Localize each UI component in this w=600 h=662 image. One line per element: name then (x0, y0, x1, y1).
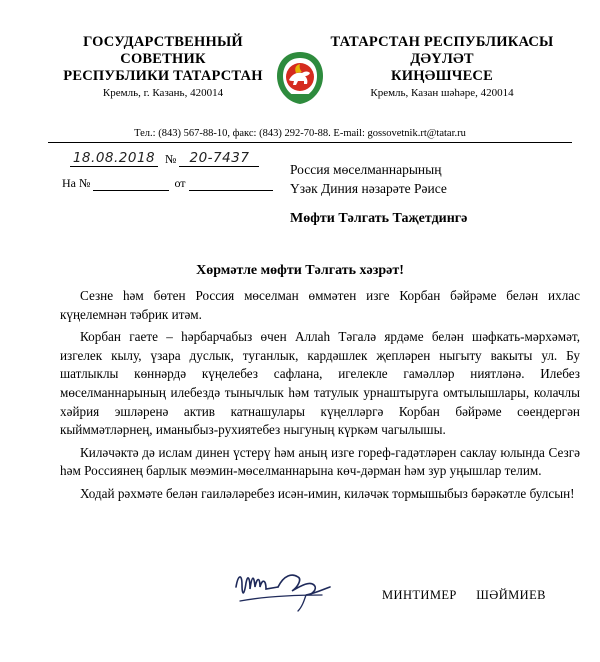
registration-date-row (70, 150, 259, 167)
in-reply-row (62, 176, 273, 191)
in-reply-label: На № (62, 176, 91, 190)
header-divider (48, 142, 572, 143)
registration-date: 18.08.2018 (70, 150, 158, 167)
org-address-tt: Кремль, Казан шәһәре, 420014 (370, 87, 514, 99)
org-address-ru: Кремль, г. Казань, 420014 (102, 87, 224, 99)
header-left-org (48, 34, 278, 99)
header-right-org (322, 34, 562, 99)
addressee-line2: Үзәк Диния нәзарәте Рәисе (290, 181, 447, 196)
addressee-block (290, 160, 447, 198)
from-label: от (174, 176, 186, 190)
handwritten-signature (232, 565, 350, 613)
in-reply-date-line (189, 177, 273, 191)
recipient-name: Мөфти Тәлгать Таҗетдингә (290, 211, 468, 226)
org-name-ru-line1: ГОСУДАРСТВЕННЫЙ (83, 34, 243, 50)
paragraph-2: Корбан гаете – һәрбарчабыз өчен Аллаһ Тәгалә ярдәме белән шәфкать-мәрхәмәт, изгелек кылу, үзара дуслык, туганлык, кардәшлек җепләрен ныгыту вакыты ул. Бу шатлыклы көннәрдә күңелебез сафлана, игелекле гамәлләр ниятләнә. Илебез мөселманнарының илебездә тынычлык һәм татулык урнаштыруга омтылышлары, колачлы хәйрия эшләренә актив катнашулары күңелләргә Корбан бәйрәме сөендергән кыйммәтләрнең, иманыбыз-рухиятебез ныгуның күркәм чагылышы. (60, 329, 580, 438)
salutation: Хөрмәтле мөфти Тәлгать хәзрәт! (196, 263, 404, 278)
registration-number: 20-7437 (179, 150, 259, 167)
org-name-ru-line2: СОВЕТНИК (120, 51, 206, 67)
contact-info: Тел.: (843) 567-88-10, факс: (843) 292-70-88. E-mail: gossovetnik.rt@tatar.ru (134, 128, 466, 139)
org-name-tt-line2: ДӘҮЛӘТ (410, 51, 474, 67)
org-name-tt-line3: КИҢӘШЧЕСЕ (391, 68, 493, 84)
number-sign: № (165, 152, 177, 166)
paragraph-3: Киләчәктә дә ислам динен үстерү һәм аның изге гореф-гадәтләрен саклау юлында Сезгә һәм Россиянең барлык мөэмин-мөселманнарына көч-дәрман һәм зур уңышлар телим. (60, 444, 580, 479)
letter-body (60, 287, 580, 508)
tatarstan-emblem-icon (274, 50, 326, 106)
org-name-ru-line3: РЕСПУБЛИКИ ТАТАРСТАН (63, 68, 263, 84)
paragraph-1: Сезне һәм бөтен Россия мөселман өммәтен изге Корбан бәйрәме белән ихлас күңелемнән тәбрик итәм. (60, 288, 580, 322)
org-name-tt-line1: ТАТАРСТАН РЕСПУБЛИКАСЫ (330, 34, 554, 50)
signatory-name (382, 588, 546, 603)
signatory-last-name: ШӘЙМИЕВ (476, 588, 546, 602)
in-reply-number-line (93, 177, 169, 191)
addressee-line1: Россия мөселманнарының (290, 162, 442, 177)
paragraph-4: Ходай рәхмәте белән гаиләләребез исән-имин, киләчәк тормышыбыз бәрәкәтле булсын! (80, 485, 575, 501)
signatory-first-name: МИНТИМЕР (382, 588, 457, 602)
